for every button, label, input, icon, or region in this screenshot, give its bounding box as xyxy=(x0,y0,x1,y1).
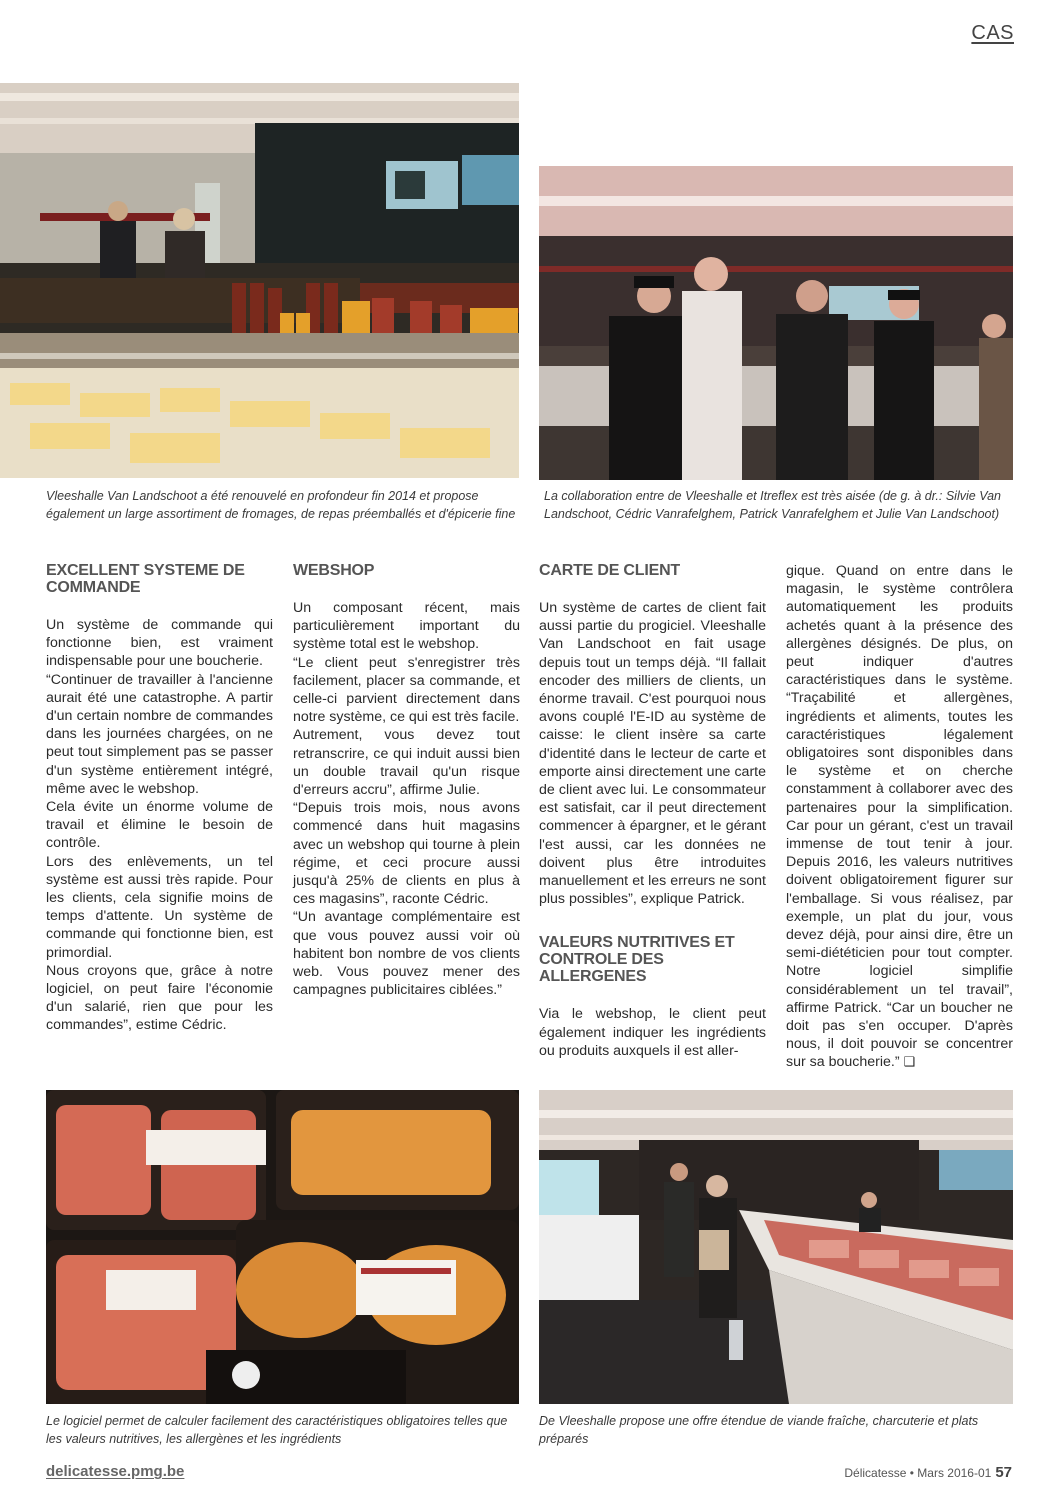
paragraph: “Continuer de travailler à l'ancienne aurait été une catastrophe. A partir d'un certain nombre de commandes dans les journées chargées, on ne peut tout simplement pas se passer d'un système entièrement intégré, même avec le webshop. xyxy=(46,671,273,797)
paragraph: Un système de cartes de client fait aussi partie du progiciel. Vleeshalle Van Landschoot en fait usage depuis tout un temps déjà. “Il fallait encoder des milliers de clients, un énorme travail. C'est pourquoi nous avons couplé l'E-ID au système de caisse: le client insère sa carte d'identité dans le lecteur de carte et emporte ainsi directement une carte de client avec lui. Le consommateur est satisfait, car il peut directement commencer à épargner, et le gérant l'est aussi, car les données ne doivent plus être introduites manuellement et les erreurs ne sont plus possibles”, explique Patrick. xyxy=(539,600,766,908)
paragraph: Lors des enlèvements, un tel système est aussi très rapide. Pour les clients, cela signifie moins de temps d'attente. Un système de commande qui fonctionne bien, est primordial. xyxy=(46,853,273,961)
photo-deli-counter xyxy=(0,83,519,478)
caption-packaged-meat: Le logiciel permet de calculer facilement des caractéristiques obligatoires telles que les valeurs nutritives, les allergènes et les ingrédients xyxy=(46,1414,508,1446)
footer-issue-text: Délicatesse • Mars 2016-01 xyxy=(844,1466,992,1480)
caption-team: La collaboration entre de Vleeshalle et Itreflex est très aisée (de g. à dr.: Silvie Van Landschoot, Cédric Vanrafelghem, Patrick Vanrafelghem et Julie Van Landschoot) xyxy=(544,489,1001,521)
paragraph-text: gique. Quand on entre dans le magasin, le système contrôlera automatiquement les produits achetés quant à la présence des allergènes désignés. De plus, on peut indiquer d'autres caractéristiques dans le système. “Traçabilité et allergènes, ingrédients et aliments, toutes les caractéristiques légalement obligatoires sont disponibles dans le système et on cherche constamment à collaborer avec des partenaires pour la simplification. Car pour un gérant, c'est un travail immense de tout tenir à jour. Depuis 2016, les valeurs nutritives doivent obligatoirement figurer sur l'emballage. Si vous réalisez, par exemple, un plat du jour, vous devez déjà, pour ainsi dire, être un semi-diététicien pour tout compter. Notre logiciel simplifie considérablement un tel travail”, affirme Patrick. “Car un boucher ne doit pas s'en occuper. D'après nous, il doit pouvoir se concentrer sur sa boucherie.” xyxy=(786,563,1013,1071)
paragraph: Autrement, vous devez tout retranscrire, ce qui induit aussi bien un double travail qu'un risque d'erreurs accru”, affirme Julie. xyxy=(293,727,520,799)
column-1 xyxy=(46,562,273,1035)
caption-deli-counter: Vleeshalle Van Landschoot a été renouvelé en profondeur fin 2014 et propose également un large assortiment de fromages, de repas préemballés et d'épicerie fine xyxy=(46,489,516,521)
photo-butcher-counter xyxy=(539,1090,1013,1404)
paragraph xyxy=(786,562,1013,1072)
page-number: 57 xyxy=(995,1464,1012,1481)
section-tag: CAS xyxy=(971,22,1014,44)
heading-commande: EXCELLENT SYSTEME DE COMMANDE xyxy=(46,562,245,596)
heading-webshop: WEBSHOP xyxy=(293,562,375,579)
heading-valeurs-nutritives: VALEURS NUTRITIVES ET CONTROLE DES ALLERGENES xyxy=(539,934,735,986)
photo-team xyxy=(539,166,1013,480)
footer-issue xyxy=(844,1464,1012,1481)
heading-carte-client: CARTE DE CLIENT xyxy=(539,562,681,579)
paragraph: “Depuis trois mois, nous avons commencé dans huit magasins avec un webshop qui tourne à plein régime, et ceci procure aussi jusqu'à 25% de clients en plus à ces magasins”, raconte Cédric. xyxy=(293,800,520,908)
paragraph: “Un avantage complémentaire est que vous pouvez aussi voir où habitent bon nombre de vos clients web. Vous pouvez mener des campagnes publicitaires ciblées.” xyxy=(293,909,520,999)
photo-packaged-meat xyxy=(46,1090,519,1404)
caption-butcher-counter: De Vleeshalle propose une offre étendue de viande fraîche, charcuterie et plats préparés xyxy=(539,1414,979,1446)
end-mark-icon: ❑ xyxy=(903,1054,916,1070)
column-3 xyxy=(539,562,766,1060)
paragraph: Un composant récent, mais particulièrement important du système total est le webshop. xyxy=(293,600,520,653)
paragraph: Cela évite un énorme volume de travail et élimine le besoin de contrôle. xyxy=(46,799,273,852)
footer-website-link[interactable]: delicatesse.pmg.be xyxy=(46,1463,185,1480)
paragraph: Un système de commande qui fonctionne bien, est vraiment indispensable pour une boucherie. xyxy=(46,617,273,670)
paragraph: “Le client peut s'enregistrer très facilement, placer sa commande, et celle-ci parvient directement dans notre système, ce qui est très facile. xyxy=(293,654,520,726)
paragraph: Via le webshop, le client peut également indiquer les ingrédients ou produits auxquels il est aller- xyxy=(539,1006,766,1059)
column-2 xyxy=(293,562,520,999)
column-4 xyxy=(786,562,1013,1072)
paragraph: Nous croyons que, grâce à notre logiciel, on peut faire l'économie d'un salarié, rien que pour les commandes”, estime Cédric. xyxy=(46,962,273,1034)
